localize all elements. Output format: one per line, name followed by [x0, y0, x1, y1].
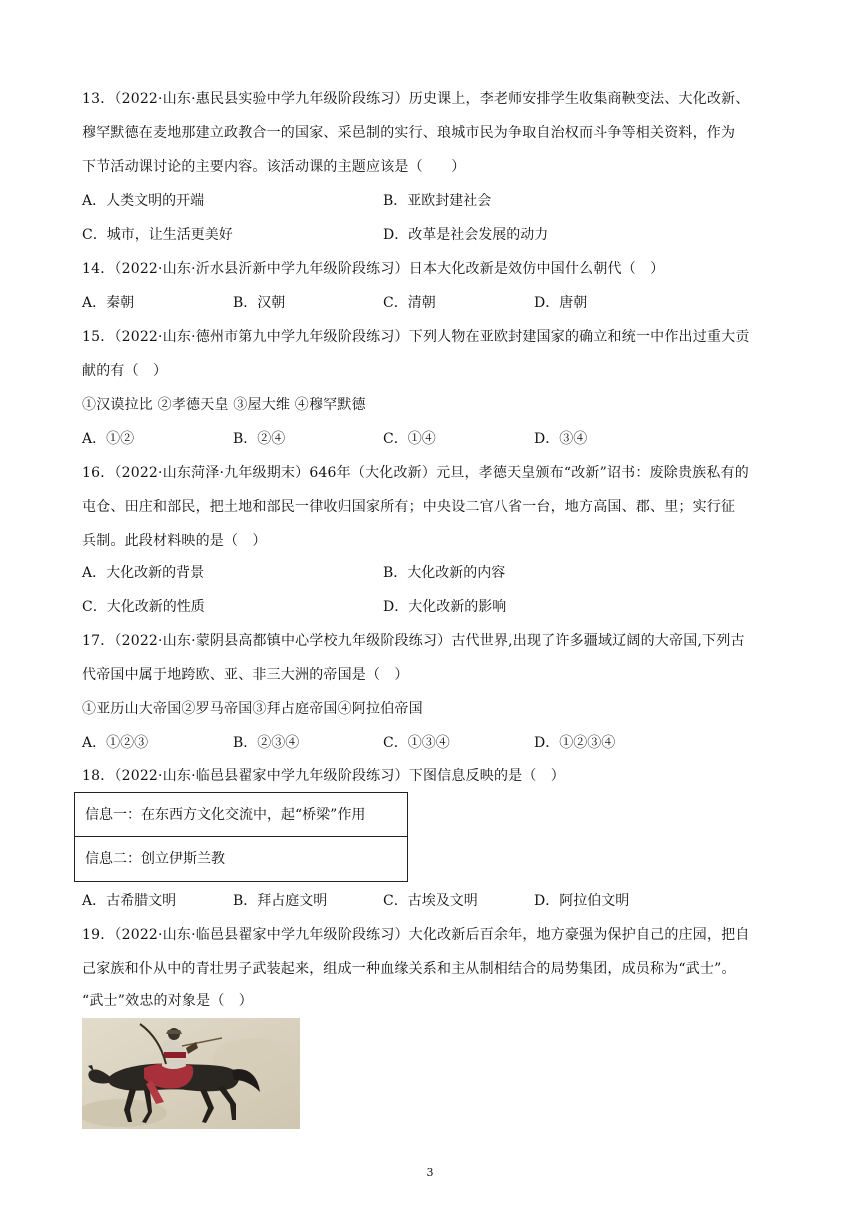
question-15-stem-line-3: ①汉谟拉比 ②孝德天皇 ③屋大维 ④穆罕默德 — [82, 397, 366, 413]
question-13-option-b[interactable]: B．亚欧封建社会 — [383, 193, 492, 209]
question-15-option-c[interactable]: C．①④ — [383, 431, 436, 447]
question-18-option-d[interactable]: D．阿拉伯文明 — [534, 893, 630, 909]
question-19-stem-line-1: 19．（2022·山东·临邑县翟家中学九年级阶段练习）大化改新后百余年，地方豪强为保护自己的庄园，把自 — [82, 927, 750, 943]
question-18-option-b[interactable]: B．拜占庭文明 — [233, 893, 328, 909]
question-15-option-d[interactable]: D．③④ — [534, 431, 588, 447]
samurai-horseback-painting — [82, 1018, 300, 1129]
question-13-option-c[interactable]: C．城市，让生活更美好 — [82, 227, 233, 243]
question-16-option-a[interactable]: A．大化改新的背景 — [82, 565, 205, 581]
question-18-option-c[interactable]: C．古埃及文明 — [383, 893, 478, 909]
question-17-stem-line-2: 代帝国中属于地跨欧、亚、非三大洲的帝国是（ ） — [82, 667, 409, 683]
question-17-option-d[interactable]: D．①②③④ — [534, 735, 616, 751]
question-17-option-a[interactable]: A．①②③ — [82, 735, 149, 751]
question-17-stem-line-3: ①亚历山大帝国②罗马帝国③拜占庭帝国④阿拉伯帝国 — [82, 701, 423, 717]
question-16-option-b[interactable]: B．大化改新的内容 — [383, 565, 506, 581]
question-15-stem-line-2: 献的有（ ） — [82, 363, 168, 379]
question-17-stem-line-1: 17．（2022·山东·蒙阴县高都镇中心学校九年级阶段练习）古代世界,出现了许多疆域辽阔的大帝国,下列古 — [82, 633, 745, 649]
question-13-stem-line-2: 穆罕默德在麦地那建立政教合一的国家、采邑制的实行、琅城市民为争取自治权而斗争等相关资料，作为 — [82, 125, 736, 141]
question-14-option-a[interactable]: A．秦朝 — [82, 295, 135, 311]
info-table — [74, 792, 408, 882]
question-17-option-b[interactable]: B．②③④ — [233, 735, 300, 751]
question-14-option-b[interactable]: B．汉朝 — [233, 295, 286, 311]
question-15-stem-line-1: 15．（2022·山东·德州市第九中学九年级阶段练习）下列人物在亚欧封建国家的确立和统一中作出过重大贡 — [82, 329, 750, 345]
question-19-stem-line-2: 己家族和仆从中的青壮男子武装起来，组成一种血缘关系和主从制相结合的局势集团，成员称为“武士”。 — [82, 961, 736, 977]
question-14-option-d[interactable]: D．唐朝 — [534, 295, 588, 311]
info-row-1: 信息一：在东西方文化交流中，起“桥梁”作用 — [75, 793, 407, 837]
question-18-stem-line-1: 18．（2022·山东·临邑县翟家中学九年级阶段练习）下图信息反映的是（ ） — [82, 768, 565, 784]
question-13-option-d[interactable]: D．改革是社会发展的动力 — [383, 227, 549, 243]
page-number: 3 — [426, 1166, 434, 1179]
question-14-option-c[interactable]: C．清朝 — [383, 295, 436, 311]
question-17-option-c[interactable]: C．①③④ — [383, 735, 450, 751]
question-19-stem-line-3: “武士”效忠的对象是（ ） — [82, 993, 253, 1009]
question-14-stem-line-1: 14．（2022·山东·沂水县沂新中学九年级阶段练习）日本大化改新是效仿中国什么朝代（ ） — [82, 261, 665, 277]
question-13-option-a[interactable]: A．人类文明的开端 — [82, 193, 205, 209]
question-16-option-c[interactable]: C．大化改新的性质 — [82, 599, 205, 615]
question-18-option-a[interactable]: A．古希腊文明 — [82, 893, 177, 909]
question-13-stem-line-1: 13．（2022·山东·惠民县实验中学九年级阶段练习）历史课上，李老师安排学生收集商鞅变法、大化改新、 — [82, 91, 750, 107]
question-15-option-b[interactable]: B．②④ — [233, 431, 286, 447]
question-16-stem-line-1: 16．（2022·山东菏泽·九年级期末）646年（大化改新）元旦，孝德天皇颁布“改新”诏书：废除贵族私有的 — [82, 465, 749, 481]
question-16-stem-line-2: 屯仓、田庄和部民，把土地和部民一律收归国家所有；中央设二官八省一台，地方高国、郡、里；实行征 — [82, 499, 736, 515]
question-15-option-a[interactable]: A．①② — [82, 431, 135, 447]
question-13-stem-line-3: 下节活动课讨论的主要内容。该活动课的主题应该是（ ） — [82, 159, 466, 175]
question-16-stem-line-3: 兵制。此段材料映的是（ ） — [82, 533, 267, 549]
info-row-2: 信息二：创立伊斯兰教 — [85, 851, 225, 867]
question-16-option-d[interactable]: D．大化改新的影响 — [383, 599, 507, 615]
